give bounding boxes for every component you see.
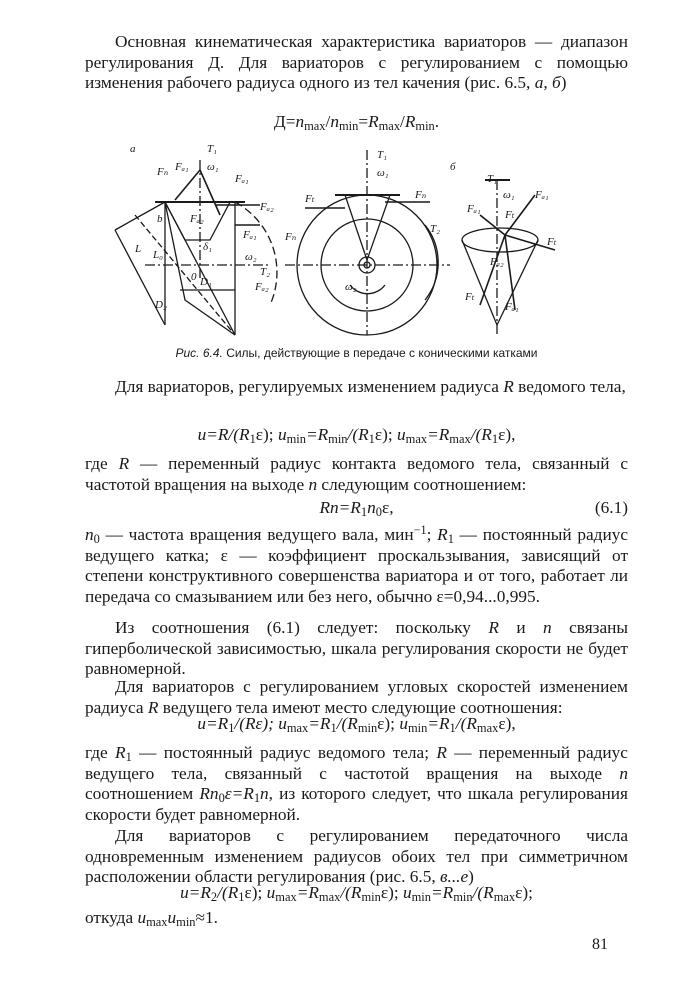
formula-range: $Д=n_{max}/n_{min}=R_{max}/R_{min}$. <box>273 112 440 133</box>
label-fa2b2: Fₐ₂ <box>490 256 504 268</box>
label-t1: T₁ <box>207 143 217 155</box>
paragraph-hyperbolic: Из соотношения (6.1) следует: поскольку R и n связаны гиперболической зависимостью, шкала регулирования скорости не будет равномерной. <box>85 618 629 678</box>
label-d1a: δ₁ <box>203 241 212 253</box>
label-l: L <box>135 243 142 255</box>
label-fa2b: Fₐ₂ <box>260 201 274 213</box>
paragraph-r1-definition: где $R_1$ — постоянный радиус ведомого тела; R — переменный радиус ведущего тела, связанный с частотой вращения на выходе n соотношением $Rn_0\varepsilon=R_1n$, из которого следует, что шкала регулирования скорости будет равномерной. <box>85 743 629 824</box>
paragraph-conclusion: откуда $u_{max}u_{min}\approx 1$. <box>85 908 218 929</box>
label-fa1: Fₐ₁ <box>175 161 189 173</box>
label-w2: ω₂ <box>245 251 257 263</box>
label-fa1c: Fₐ₁ <box>243 229 257 241</box>
label-fa1b2: Fₐ₁ <box>535 189 549 201</box>
paragraph-driven-radius: Для вариаторов, регулируемых изменением радиуса R ведомого тела, <box>115 377 626 396</box>
label-w2m: ω₂ <box>345 281 357 293</box>
label-panel-a: а <box>130 143 136 155</box>
formula-u3: $u=R_2/(R_1\varepsilon)$; $u_{max}=R_{max}/(R_{min}\varepsilon)$; $u_{min}=R_{min}/(R_{max}\varepsilon)$; <box>180 883 533 904</box>
figure-force-diagram <box>95 140 575 345</box>
formula-u2: $u=R_1/(R\varepsilon)$; $u_{max}=R_1/(R_{min}\varepsilon)$; $u_{min}=R_1/(R_{max}\varepsilon)$, <box>197 714 516 735</box>
label-t2: T₂ <box>260 266 270 278</box>
label-fa2: Fₐ₂ <box>190 213 204 225</box>
label-ftm: Fₜ <box>305 193 315 205</box>
paragraph-symmetric: Для вариаторов с регулированием передаточного числа одновременным изменением радиусов обоих тел при симметричном расположении области регулирования (рис. 6.5, в...е) <box>85 826 628 886</box>
label-fnm: Fₙ <box>415 189 427 201</box>
page-number: 81 <box>592 936 608 953</box>
label-fa1b3: Fₐ₁ <box>467 203 481 215</box>
label-ftb3: Fₜ <box>465 291 475 303</box>
paragraph-angular: Для вариаторов с регулированием угловых скоростей изменением радиуса R ведущего тела имеют место следующие соотношения: <box>85 677 628 717</box>
label-l0: L₀ <box>153 249 163 261</box>
label-w1: ω₁ <box>207 161 219 173</box>
formula-u1: $u=R/(R_1\varepsilon)$; $u_{min}=R_{min}/(R_1\varepsilon)$; $u_{max}=R_{max}/(R_1\varepsilon)$, <box>197 425 516 446</box>
label-t2m: T₂ <box>430 223 440 235</box>
paragraph-r-definition: где R — переменный радиус контакта ведомого тела, связанный с частотой вращения на выходе n следующим соотношением: <box>85 454 629 494</box>
figure-caption <box>85 346 628 360</box>
paragraph-n0-definition: $n_0$ — частота вращения ведущего вала, мин$^{-1}$; $R_1$ — постоянный радиус ведущего катка; ε — коэффициент проскальзывания, зависящий от степени конструктивного совершенства вариатора и от того, работает ли передача со смазыванием или без него, обычно ε=0,94...0,995. <box>85 523 629 606</box>
formula-6-1: $Rn=R_1n_0\varepsilon$, (6.1) <box>319 498 628 519</box>
label-w1m: ω₁ <box>377 167 389 179</box>
label-fn2: Fₙ <box>285 231 297 243</box>
intro-paragraph: Основная кинематическая характеристика вариаторов — диапазон регулирования Д. Для вариаторов с регулированием с помощью изменения рабочего радиуса одного из тел качения (рис. 6.5, а, б) <box>85 32 628 92</box>
label-fa2c: Fₐ₂ <box>255 281 269 293</box>
equation-number: (6.1) <box>594 498 628 517</box>
label-t1m: T₁ <box>377 149 387 161</box>
label-d2: D₂ <box>155 299 167 311</box>
caption-label: Рис. 6.4. <box>175 346 223 360</box>
label-fa1b4: Fₐ₁ <box>505 301 519 313</box>
label-ftb: Fₜ <box>505 209 515 221</box>
label-fa1b: Fₐ₁ <box>235 173 249 185</box>
label-ftb2: Fₜ <box>547 236 557 248</box>
label-o: 0 <box>191 271 197 283</box>
label-fn: Fₙ <box>157 166 169 178</box>
label-b: b <box>157 213 163 225</box>
label-w1b: ω₁ <box>503 189 515 201</box>
label-panel-b: б <box>450 161 456 173</box>
caption-text: Силы, действующие в передаче с коническими катками <box>226 346 538 360</box>
label-t1b: T₁ <box>487 173 497 185</box>
label-d1: D₁ <box>200 276 212 288</box>
